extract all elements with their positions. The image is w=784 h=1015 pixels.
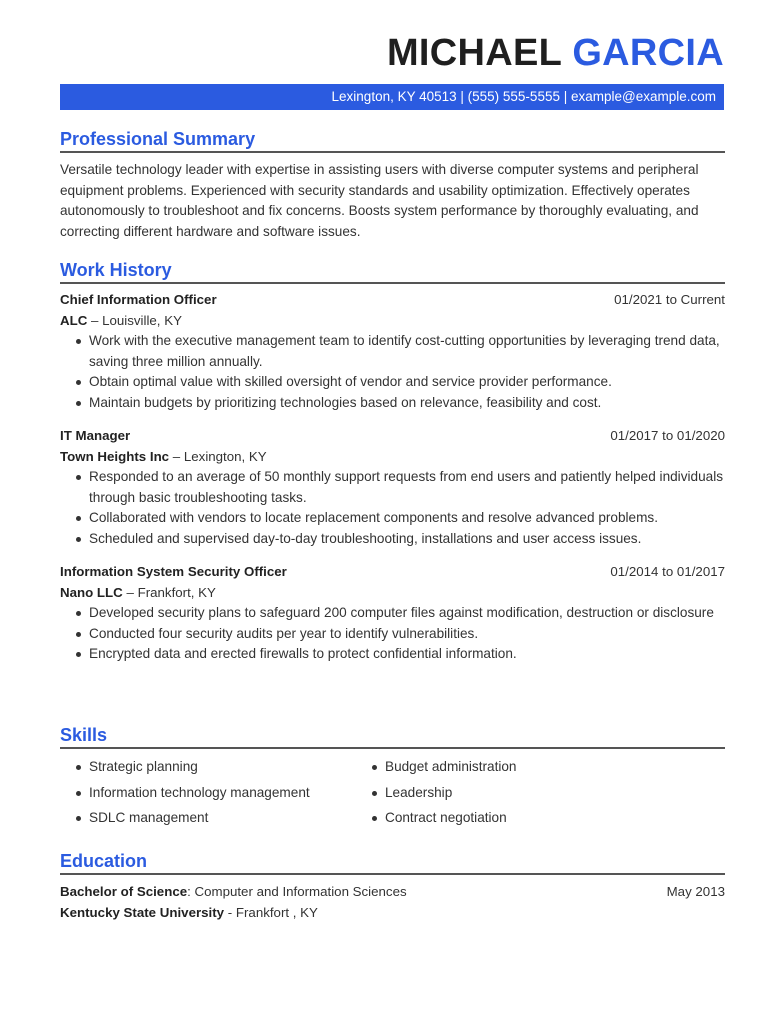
bullet-icon (76, 791, 81, 796)
bullet-icon (76, 401, 81, 406)
contact-bar: Lexington, KY 40513 | (555) 555-5555 | example@example.com (60, 84, 724, 110)
job-dates: 01/2017 to 01/2020 (610, 428, 725, 443)
job-title: IT Manager (60, 428, 131, 443)
job-company (60, 447, 725, 468)
school-row (60, 903, 725, 924)
candidate-name (387, 30, 724, 76)
education-section (60, 850, 725, 923)
summary-text: Versatile technology leader with expertise in assisting users with diverse computer systems and peripheral equipment problems. Experienced with security standards and usability optimization. Effectively operates autonomously to troubleshoot and fix concerns. Boosts system performance by thoroughly evaluating, and correcting different hardware and software issues. (60, 162, 699, 240)
bullet-icon (76, 816, 81, 821)
bullet-icon (76, 652, 81, 657)
company-location: – Frankfort, KY (122, 584, 216, 600)
skill-item: Information technology management (74, 783, 310, 803)
skills-title: Skills (60, 725, 108, 745)
skill-item: Leadership (370, 783, 452, 803)
summary-section (60, 128, 725, 243)
job-title: Information System Security Officer (60, 564, 287, 579)
section-divider (60, 282, 725, 284)
education-title: Education (60, 851, 148, 871)
job-bullets (60, 331, 725, 413)
job-bullet: Scheduled and supervised day-to-day troubleshooting, installations and user access issues. (74, 529, 725, 550)
job-dates: 01/2014 to 01/2017 (610, 564, 725, 579)
job-bullet: Collaborated with vendors to locate replacement components and resolve advanced problems. (74, 508, 725, 529)
company-name: Nano LLC (60, 584, 123, 600)
job-bullet: Developed security plans to safeguard 200 computer files against modification, destruction or disclosure (74, 603, 725, 624)
job-title: Chief Information Officer (60, 292, 217, 307)
skills-section (60, 724, 725, 835)
section-divider (60, 151, 725, 153)
work-history-section (60, 259, 725, 665)
skill-item: Contract negotiation (370, 808, 507, 828)
job-bullet: Conducted four security audits per year to identify vulnerabilities. (74, 624, 725, 645)
graduation-date: May 2013 (666, 884, 725, 899)
bullet-icon (372, 816, 377, 821)
skill-item: Strategic planning (74, 757, 198, 777)
job-bullets (60, 603, 725, 665)
bullet-icon (372, 791, 377, 796)
section-divider (60, 873, 725, 875)
degree-field: : Computer and Information Sciences (187, 884, 407, 899)
bullet-icon (76, 611, 81, 616)
job-entry (60, 562, 725, 665)
bullet-icon (76, 537, 81, 542)
work-history-title: Work History (60, 260, 172, 280)
bullet-icon (76, 339, 81, 344)
job-company (60, 311, 725, 332)
school-location: - Frankfort , KY (224, 904, 318, 920)
company-location: – Lexington, KY (169, 448, 267, 464)
job-bullet: Maintain budgets by prioritizing technologies based on relevance, feasibility and cost. (74, 393, 725, 414)
job-bullet: Encrypted data and erected firewalls to protect confidential information. (74, 644, 725, 665)
job-entry (60, 426, 725, 549)
bullet-icon (76, 516, 81, 521)
last-name: GARCIA (572, 32, 724, 74)
bullet-icon (76, 765, 81, 770)
bullet-icon (372, 765, 377, 770)
school-name: Kentucky State University (60, 904, 225, 920)
job-company (60, 583, 725, 604)
section-divider (60, 747, 725, 749)
skills-grid (60, 755, 725, 835)
job-dates: 01/2021 to Current (614, 292, 725, 307)
company-name: Town Heights Inc (60, 448, 170, 464)
summary-title: Professional Summary (60, 129, 256, 149)
skill-item: Budget administration (370, 757, 516, 777)
job-bullet: Work with the executive management team to identify cost-cutting opportunities by leveraging trend data, saving three million annually. (74, 331, 725, 372)
degree-name: Bachelor of Science (60, 884, 188, 899)
company-location: – Louisville, KY (87, 312, 182, 328)
job-entry (60, 290, 725, 413)
skill-item: SDLC management (74, 808, 208, 828)
job-bullet: Obtain optimal value with skilled oversight of vendor and service provider performance. (74, 372, 725, 393)
bullet-icon (76, 380, 81, 385)
job-bullet: Responded to an average of 50 monthly support requests from end users and patiently helped individuals through basic troubleshooting tasks. (74, 467, 725, 508)
job-bullets (60, 467, 725, 549)
first-name: MICHAEL (386, 32, 562, 74)
company-name: ALC (60, 312, 88, 328)
bullet-icon (76, 632, 81, 637)
degree-row (60, 882, 725, 903)
bullet-icon (76, 475, 81, 480)
